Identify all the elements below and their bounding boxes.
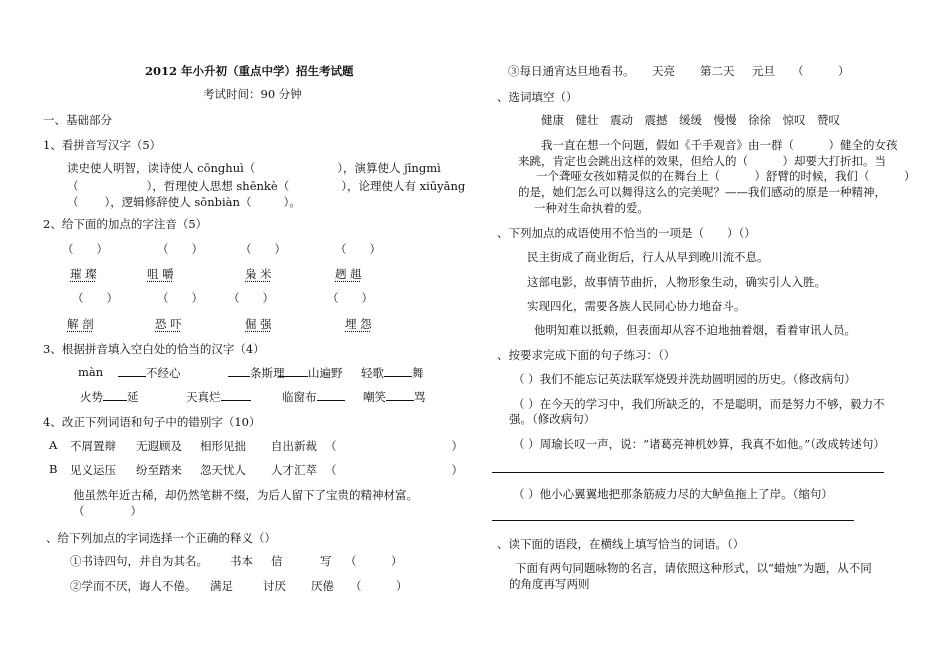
q4-word: 相形见拙 — [200, 439, 246, 453]
q3-item: 条斯理 — [228, 365, 285, 381]
q2-paren: （ ） — [157, 242, 203, 256]
q5-option: 写 — [320, 554, 332, 568]
q6-passage-line: 我一直在想一个问题，假如《千手观音》由一群（ ）健全的女孩 — [541, 138, 898, 152]
q2-word: 枭 米 — [245, 267, 272, 281]
q8-item: （ ）周瑜长叹一声，说：“诸葛亮神机妙算，我真不如他。”（改成转述句） — [513, 437, 885, 451]
q5-option: 书本 — [230, 554, 253, 568]
q6-word-bank: 健康 健壮 震动 震撼 缓缓 慢慢 徐徐 惊叹 赞叹 — [541, 113, 840, 127]
q4-answer-paren: （ ） — [325, 439, 463, 453]
q3-item: 不经心 — [118, 365, 181, 381]
q2-word: 咀 嚼 — [147, 267, 174, 281]
q1-line-2: （ ），哲理使人思想 shēnkè（ ），论理使人有 xiūyǎng — [67, 179, 466, 193]
q4-answer-paren: （ ） — [325, 463, 463, 477]
q5-item-1: ①书诗四句，并自为其名。 — [70, 554, 208, 568]
q7-option: 民主街成了商业街后，行人从早到晚川流不息。 — [527, 250, 769, 264]
q6-passage-line: 的是，她们怎么可以舞得这么的完美呢？——我们感动的原是一种精神， — [518, 185, 886, 199]
q8-item: （ ）我们不能忘记英法联军烧毁并洗劫圆明园的历史。（修改病句） — [513, 372, 856, 386]
q4-word: 见义运压 — [70, 463, 116, 477]
q8-item: 强。（修改病句） — [509, 412, 596, 426]
q3-pinyin: màn — [78, 365, 104, 379]
q5-paren: （ ） — [792, 64, 850, 78]
q3-item: 轻歌 舞 — [361, 366, 424, 380]
q2-paren: （ ） — [62, 242, 108, 256]
answer-line — [492, 472, 884, 473]
q8-heading: 、按要求完成下面的句子练习：（） — [497, 348, 676, 362]
q3-item: 天真烂 — [186, 389, 251, 405]
q6-passage-line: 来跳，肯定也会跳出这样的效果，但给人的（ ）却要大打折扣。当 — [518, 154, 886, 168]
q7-option: 他明知难以抵赖，但表面却从容不迫地抽着烟，看着审讯人员。 — [534, 323, 856, 337]
q5-item-3: ③每日通宵达旦地看书。 — [508, 64, 635, 78]
q7-option: 实现四化，需要各族人民同心协力地奋斗。 — [527, 299, 746, 313]
q8-item: （ ）他小心翼翼地把那条筋疲力尽的大鲈鱼拖上了岸。（缩句） — [513, 487, 833, 501]
q7-heading: 、下列加点的成语使用不恰当的一项是（ ）（） — [497, 226, 756, 240]
q2-paren: （ ） — [240, 242, 286, 256]
q9-passage-line: 的角度再写两则 — [509, 577, 590, 591]
q4-heading: 4、改正下列词语和句子中的错别字（10） — [43, 415, 261, 429]
q5-option: 第二天 — [700, 64, 735, 78]
q1-line-3: （ ），逻辑修辞使人 sōnbiàn（ ）。 — [67, 195, 301, 209]
q1-heading: 1、看拼音写汉字（5） — [43, 138, 162, 152]
q2-paren: （ ） — [335, 242, 381, 256]
q3-heading: 3、根据拼音填入空白处的恰当的汉字（4） — [43, 342, 265, 356]
answer-line — [492, 520, 854, 521]
q2-paren: （ ） — [157, 291, 203, 305]
q2-heading: 2、给下面的加点的字注音（5） — [43, 217, 208, 231]
q5-option: 信 — [271, 554, 283, 568]
q2-word: 璀 璨 — [70, 267, 97, 281]
q2-paren: （ ） — [228, 291, 274, 305]
q2-word: 恐 吓 — [155, 317, 182, 331]
q4-row-label: A — [49, 438, 58, 452]
q2-paren: （ ） — [72, 291, 118, 305]
q5-option: 天亮 — [652, 64, 675, 78]
q5-item-2: ②学而不厌，诲人不倦。 — [70, 579, 197, 593]
q8-item: （ ）在今天的学习中，我们所缺乏的，不是聪明，而是努力不够，毅力不 — [513, 397, 885, 411]
q4-word: 忽天忧人 — [200, 463, 246, 477]
q2-word: 趔 趄 — [335, 267, 362, 281]
q6-heading: 、选词填空（） — [497, 90, 578, 104]
q1-line-1: 读史使人明智，读诗使人 cōnghuì（ ），演算使人 jīngmì — [67, 161, 441, 175]
q9-passage-line: 下面有两句同题咏物的名言，请依照这种形式，以“蜡烛”为题，从不同 — [515, 561, 872, 575]
q2-word: 解 剖 — [67, 317, 94, 331]
q3-item: 山遍野 — [278, 365, 343, 381]
q5-option: 满足 — [210, 579, 233, 593]
q4-sentence-paren: （ ） — [73, 504, 142, 518]
q4-word: 自出新裁 — [271, 439, 317, 453]
q2-paren: （ ） — [327, 291, 373, 305]
q2-word: 倔 强 — [245, 317, 272, 331]
q4-word: 纷至踏来 — [136, 463, 182, 477]
q3-item: 火势 延 — [80, 390, 139, 404]
q5-paren: （ ） — [350, 579, 408, 593]
q6-passage-line: 一个聋哑女孩如精灵似的在舞台上（ ）舒臂的时候，我们（ ） — [536, 169, 916, 183]
q6-passage-line: 一种对生命执着的爱。 — [534, 201, 649, 215]
q4-sentence: 他虽然年近古稀，却仍然笔耕不缀，为后人留下了宝贵的精神材富。 — [73, 488, 418, 502]
q4-row-label: B — [49, 462, 58, 476]
exam-time: 考试时间：90 分钟 — [203, 87, 302, 101]
q4-word: 无遐顾及 — [136, 439, 182, 453]
q9-heading: 、读下面的语段，在横线上填写恰当的词语。（） — [497, 537, 745, 551]
q5-option: 厌倦 — [311, 579, 334, 593]
q2-word: 埋 怨 — [345, 317, 372, 331]
q3-item: 临窗布 — [282, 389, 345, 405]
section-heading: 一、基础部分 — [43, 113, 112, 127]
q5-heading: 、给下列加点的字词选择一个正确的释义（） — [46, 531, 276, 545]
q3-item: 嘲笑 骂 — [363, 390, 426, 404]
q4-word: 人才汇萃 — [271, 463, 317, 477]
q5-option: 元旦 — [752, 64, 775, 78]
q5-option: 讨厌 — [263, 579, 286, 593]
q7-option: 这部电影，故事情节曲折，人物形象生动，确实引人入胜。 — [527, 275, 826, 289]
exam-title: 2012 年小升初（重点中学）招生考试题 — [145, 64, 354, 78]
q4-word: 不屑置辩 — [70, 439, 116, 453]
q5-paren: （ ） — [345, 554, 403, 568]
